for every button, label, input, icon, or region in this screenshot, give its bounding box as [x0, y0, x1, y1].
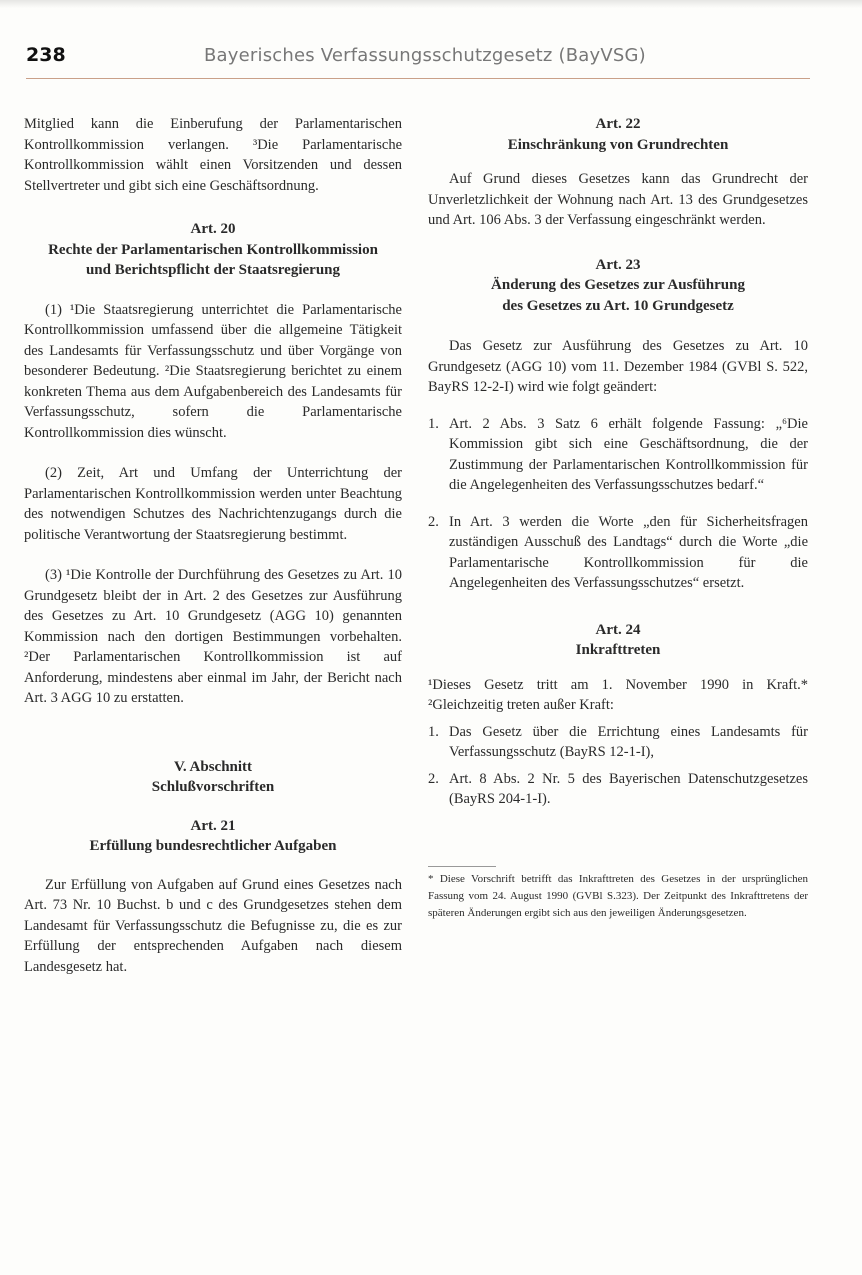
art24-heading: Art. 24 — [595, 621, 641, 638]
art23-heading: Art. 23 — [595, 256, 641, 273]
list-item — [428, 512, 808, 594]
art23-paragraph-1: Das Gesetz zur Ausführung des Gesetzes zu Art. 10 Grundgesetz (AGG 10) vom 11. Dezember 1984 (GVBl S. 522, BayRS 12-2-I) wird wie folgt geändert: — [428, 338, 808, 395]
art20-paragraph-3: (3) ¹Die Kontrolle der Durchführung des Gesetzes zu Art. 10 Grundgesetz bleibt der in Art. 2 des Gesetzes zur Ausführung des Gesetzes zu Art. 10 Grundgesetz (AGG 10) genannten Kommission nach den dortigen Bestimmungen vorbehalten. ²Der Parlamentarischen Kontrollkommission ist auf Anforderung, mindestens aber einmal im Jahr, der Bericht nach Art. 3 AGG 10 zu erstatten. — [24, 567, 402, 706]
list-item-text: In Art. 3 werden die Worte „den für Sicherheitsfragen zuständigen Ausschuß des Landtags“ durch die Worte „die Parlamentarische Kontrollkommission für die Angelegenheiten des Verfassungsschutzes“ ersetzt. — [449, 513, 808, 591]
list-item-number: 2. — [428, 513, 439, 530]
art21-paragraph-1: Zur Erfüllung von Aufgaben auf Grund eines Gesetzes nach Art. 73 Nr. 10 Buchst. b und c des Grundgesetzes stehen dem Landesamt für Verfassungsschutz die Befugnisse zu, die es zur Erfüllung der entsprechenden Aufgaben nach diesem Landesgesetz hat. — [24, 876, 402, 975]
art23-title-line2: des Gesetzes zu Art. 10 Grundgesetz — [502, 297, 734, 314]
art22-heading: Art. 22 — [595, 116, 641, 132]
art21-heading: Art. 21 — [190, 817, 236, 834]
art22-title: Einschränkung von Grundrechten — [507, 136, 729, 153]
section5-heading: V. Abschnitt — [173, 758, 253, 775]
list-item — [428, 414, 808, 496]
scan-edge-shade — [0, 0, 862, 8]
list-item-number: 2. — [428, 770, 439, 787]
intro-paragraph: Mitglied kann die Einberufung der Parlamentarischen Kontrollkommission verlangen. ³Die Parlamentarische Kontrollkommission wählt einen Vorsitzenden und dessen Stellvertreter und gibt sich eine Geschäftsordnung. — [24, 116, 402, 194]
list-item-number: 1. — [428, 415, 439, 432]
art20-heading: Art. 20 — [190, 221, 236, 237]
list-item — [428, 722, 808, 763]
art24-title: Inkrafttreten — [575, 642, 661, 658]
art21-title: Erfüllung bundesrechtlicher Aufgaben — [89, 838, 337, 854]
list-item-text: Das Gesetz über die Errichtung eines Landesamts für Verfassungsschutz (BayRS 12-1-I), — [449, 723, 808, 760]
section5-title: Schlußvorschriften — [151, 779, 275, 795]
header-rule — [26, 78, 810, 79]
art23-amendment-list — [428, 414, 808, 594]
art24-repeal-list — [428, 722, 808, 810]
art20-paragraph-1: (1) ¹Die Staatsregierung unterrichtet die Parlamentarische Kontrollkommission umfassend über die allgemeine Tätigkeit des Landesamts für Verfassungsschutz und über Vorgänge von besonderer Bedeutung. ²Die Staatsregierung berichtet zu einem konkreten Thema aus dem Aufgabenbereich des Landesamts für Verfassungsschutz, sofern die Parlamentarische Kontrollkommission dies wünscht. — [24, 301, 402, 441]
page-header — [26, 40, 810, 80]
art20-title-line1: Rechte der Parlamentarischen Kontrollkommission — [48, 241, 378, 258]
art24-paragraph-1: ¹Dieses Gesetz tritt am 1. November 1990 in Kraft.* ²Gleichzeitig treten außer Kraft: — [428, 676, 808, 713]
art23-title-line1: Änderung des Gesetzes zur Ausführung — [491, 277, 745, 293]
list-item-text: Art. 2 Abs. 3 Satz 6 erhält folgende Fassung: „⁶Die Kommission gibt sich eine Geschäftsordnung, die der Zustimmung der Parlamentarischen Kontrollkommission für die Angelegenheiten des Verfassungsschutzes bedarf.“ — [449, 415, 808, 493]
art22-paragraph-1: Auf Grund dieses Gesetzes kann das Grundrecht der Unverletzlichkeit der Wohnung nach Art. 13 des Grundgesetzes und Art. 106 Abs. 3 der Verfassung eingeschränkt werden. — [428, 171, 808, 228]
page-number: 238 — [26, 44, 66, 66]
list-item-number: 1. — [428, 723, 439, 740]
list-item — [428, 769, 808, 810]
left-column — [24, 114, 402, 977]
running-title: Bayerisches Verfassungsschutzgesetz (BayVSG) — [204, 45, 646, 66]
art20-title-line2: und Berichtspflicht der Staatsregierung — [85, 262, 341, 278]
list-item-text: Art. 8 Abs. 2 Nr. 5 des Bayerischen Datenschutzgesetzes (BayRS 204-1-I). — [449, 770, 808, 807]
right-column — [428, 114, 808, 922]
footnote: * Diese Vorschrift betrifft das Inkrafttreten des Gesetzes in der ursprünglichen Fassung vom 24. August 1990 (GVBl S.323). Der Zeitpunkt des Inkrafttretens der späteren Änderungen ergibt sich aus den jeweiligen Änderungsgesetzen. — [428, 872, 808, 919]
footnote-rule — [428, 866, 496, 867]
art20-paragraph-2: (2) Zeit, Art und Umfang der Unterrichtung der Parlamentarischen Kontrollkommission werden unter Beachtung des notwendigen Schutzes des Nachrichtenzugangs durch die politische Verantwortung der Staatsregierung bestimmt. — [24, 465, 402, 543]
